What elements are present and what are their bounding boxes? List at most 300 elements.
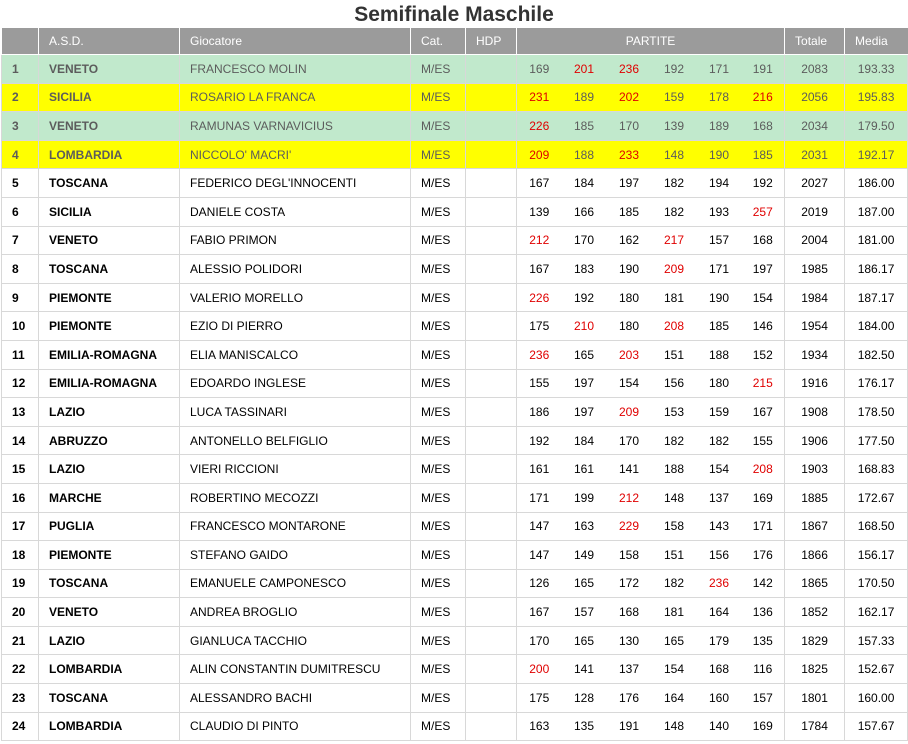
rank-cell: 20 [2,598,39,627]
table-row[interactable] [2,197,908,226]
hdp-cell [466,598,517,627]
player-cell: ANTONELLO BELFIGLIO [180,426,411,455]
game-score-cell: 185 [562,112,607,141]
player-cell: STEFANO GAIDO [180,541,411,570]
average-cell: 168.83 [845,455,908,484]
player-cell: ALIN CONSTANTIN DUMITRESCU [180,655,411,684]
total-cell: 1825 [785,655,845,684]
game-score-cell: 182 [652,426,697,455]
game-score-cell: 147 [517,512,562,541]
game-score-cell: 164 [652,684,697,713]
game-score-cell: 146 [742,312,785,341]
table-row[interactable] [2,140,908,169]
game-score-cell: 157 [742,684,785,713]
game-score-cell: 157 [697,226,742,255]
player-cell: VALERIO MORELLO [180,283,411,312]
game-score-cell: 148 [652,712,697,741]
cat-cell: M/ES [411,541,466,570]
game-score-cell: 116 [742,655,785,684]
player-cell: RAMUNAS VARNAVICIUS [180,112,411,141]
game-score-cell: 155 [517,369,562,398]
game-score-cell: 170 [607,112,652,141]
game-score-cell: 188 [562,140,607,169]
total-cell: 1865 [785,569,845,598]
game-score-cell: 161 [562,455,607,484]
table-row[interactable] [2,226,908,255]
hdp-cell [466,512,517,541]
game-score-cell: 182 [652,169,697,198]
game-score-cell: 168 [697,655,742,684]
player-cell: EZIO DI PIERRO [180,312,411,341]
average-cell: 168.50 [845,512,908,541]
header-row [2,28,908,55]
asd-cell: MARCHE [39,483,180,512]
total-cell: 1906 [785,426,845,455]
game-score-cell: 190 [697,140,742,169]
average-cell: 182.50 [845,340,908,369]
cat-cell: M/ES [411,569,466,598]
average-cell: 181.00 [845,226,908,255]
asd-cell: LAZIO [39,455,180,484]
asd-cell: EMILIA-ROMAGNA [39,369,180,398]
game-score-cell: 159 [697,398,742,427]
rank-cell: 9 [2,283,39,312]
total-cell: 1784 [785,712,845,741]
cat-cell: M/ES [411,197,466,226]
game-score-cell: 190 [607,255,652,284]
table-row[interactable] [2,569,908,598]
cat-cell: M/ES [411,398,466,427]
average-cell: 186.17 [845,255,908,284]
game-score-cell: 139 [517,197,562,226]
game-score-cell: 169 [742,712,785,741]
game-score-cell: 183 [562,255,607,284]
player-cell: EMANUELE CAMPONESCO [180,569,411,598]
game-score-cell: 175 [517,312,562,341]
standings-table [1,28,908,741]
total-cell: 1866 [785,541,845,570]
game-score-cell: 233 [607,140,652,169]
game-score-cell: 186 [517,398,562,427]
hdp-cell [466,255,517,284]
game-score-cell: 182 [697,426,742,455]
rank-cell: 16 [2,483,39,512]
player-cell: FABIO PRIMON [180,226,411,255]
game-score-cell: 154 [607,369,652,398]
game-score-cell: 135 [742,626,785,655]
rank-cell: 8 [2,255,39,284]
average-cell: 179.50 [845,112,908,141]
cat-column-header[interactable]: Cat. [411,28,466,55]
total-cell: 1885 [785,483,845,512]
hdp-cell [466,283,517,312]
total-cell: 2019 [785,197,845,226]
game-score-cell: 200 [517,655,562,684]
total-column-header[interactable]: Totale [785,28,845,55]
table-row[interactable] [2,283,908,312]
average-cell: 152.67 [845,655,908,684]
game-score-cell: 188 [697,340,742,369]
game-score-cell: 165 [562,569,607,598]
table-row[interactable] [2,398,908,427]
game-score-cell: 191 [607,712,652,741]
game-score-cell: 190 [697,283,742,312]
game-score-cell: 203 [607,340,652,369]
player-cell: FRANCESCO MOLIN [180,55,411,84]
table-row[interactable] [2,598,908,627]
game-score-cell: 184 [562,169,607,198]
table-row[interactable] [2,55,908,84]
game-score-cell: 191 [742,55,785,84]
cat-cell: M/ES [411,426,466,455]
game-score-cell: 167 [517,255,562,284]
game-score-cell: 163 [517,712,562,741]
average-cell: 187.17 [845,283,908,312]
asd-cell: PIEMONTE [39,541,180,570]
rank-cell: 21 [2,626,39,655]
rank-cell: 15 [2,455,39,484]
asd-cell: SICILIA [39,197,180,226]
game-score-cell: 171 [742,512,785,541]
player-cell: CLAUDIO DI PINTO [180,712,411,741]
average-cell: 195.83 [845,83,908,112]
game-score-cell: 126 [517,569,562,598]
player-cell: FEDERICO DEGL'INNOCENTI [180,169,411,198]
rank-cell: 14 [2,426,39,455]
game-score-cell: 142 [742,569,785,598]
game-score-cell: 156 [652,369,697,398]
game-score-cell: 154 [697,455,742,484]
game-score-cell: 236 [697,569,742,598]
hdp-cell [466,369,517,398]
total-cell: 1984 [785,283,845,312]
player-column-header[interactable]: Giocatore [180,28,411,55]
total-cell: 1903 [785,455,845,484]
game-score-cell: 172 [607,569,652,598]
game-score-cell: 166 [562,197,607,226]
asd-cell: LAZIO [39,626,180,655]
game-score-cell: 208 [652,312,697,341]
asd-cell: LOMBARDIA [39,140,180,169]
game-score-cell: 212 [517,226,562,255]
table-row[interactable] [2,426,908,455]
asd-cell: PIEMONTE [39,283,180,312]
game-score-cell: 148 [652,140,697,169]
cat-cell: M/ES [411,684,466,713]
game-score-cell: 197 [562,398,607,427]
game-score-cell: 194 [697,169,742,198]
table-row[interactable] [2,626,908,655]
table-row[interactable] [2,169,908,198]
game-score-cell: 192 [742,169,785,198]
cat-cell: M/ES [411,512,466,541]
average-cell: 170.50 [845,569,908,598]
rank-cell: 24 [2,712,39,741]
game-score-cell: 158 [607,541,652,570]
game-score-cell: 193 [697,197,742,226]
game-score-cell: 168 [742,112,785,141]
player-cell: FRANCESCO MONTARONE [180,512,411,541]
asd-cell: LOMBARDIA [39,712,180,741]
game-score-cell: 165 [652,626,697,655]
asd-cell: PIEMONTE [39,312,180,341]
total-cell: 2004 [785,226,845,255]
cat-cell: M/ES [411,226,466,255]
table-row[interactable] [2,455,908,484]
game-score-cell: 167 [517,598,562,627]
rank-cell: 13 [2,398,39,427]
game-score-cell: 176 [742,541,785,570]
game-score-cell: 197 [562,369,607,398]
game-score-cell: 236 [607,55,652,84]
hdp-cell [466,169,517,198]
game-score-cell: 171 [697,55,742,84]
hdp-cell [466,55,517,84]
game-score-cell: 182 [652,569,697,598]
cat-cell: M/ES [411,312,466,341]
game-score-cell: 178 [697,83,742,112]
cat-cell: M/ES [411,169,466,198]
hdp-cell [466,426,517,455]
game-score-cell: 161 [517,455,562,484]
average-cell: 178.50 [845,398,908,427]
hdp-cell [466,541,517,570]
table-row[interactable] [2,112,908,141]
game-score-cell: 180 [697,369,742,398]
table-row[interactable] [2,684,908,713]
hdp-cell [466,626,517,655]
player-cell: EDOARDO INGLESE [180,369,411,398]
asd-cell: VENETO [39,55,180,84]
table-row[interactable] [2,369,908,398]
asd-cell: VENETO [39,112,180,141]
cat-cell: M/ES [411,369,466,398]
game-score-cell: 160 [697,684,742,713]
game-score-cell: 229 [607,512,652,541]
game-score-cell: 181 [652,598,697,627]
hdp-cell [466,398,517,427]
average-column-header[interactable]: Media [845,28,908,55]
player-cell: ALESSANDRO BACHI [180,684,411,713]
hdp-cell [466,140,517,169]
game-score-cell: 128 [562,684,607,713]
table-row[interactable] [2,655,908,684]
game-score-cell: 170 [517,626,562,655]
game-score-cell: 231 [517,83,562,112]
total-cell: 1934 [785,340,845,369]
game-score-cell: 141 [607,455,652,484]
game-score-cell: 171 [697,255,742,284]
total-cell: 2031 [785,140,845,169]
table-row[interactable] [2,312,908,341]
game-score-cell: 151 [652,541,697,570]
total-cell: 2034 [785,112,845,141]
rank-cell: 12 [2,369,39,398]
rank-cell: 1 [2,55,39,84]
game-score-cell: 236 [517,340,562,369]
rank-cell: 5 [2,169,39,198]
rank-cell: 22 [2,655,39,684]
player-cell: ROSARIO LA FRANCA [180,83,411,112]
game-score-cell: 182 [652,197,697,226]
game-score-cell: 192 [652,55,697,84]
average-cell: 186.00 [845,169,908,198]
game-score-cell: 179 [697,626,742,655]
asd-cell: PUGLIA [39,512,180,541]
average-cell: 184.00 [845,312,908,341]
game-score-cell: 164 [697,598,742,627]
game-score-cell: 155 [742,426,785,455]
hdp-cell [466,226,517,255]
game-score-cell: 168 [607,598,652,627]
average-cell: 162.17 [845,598,908,627]
hdp-cell [466,455,517,484]
game-score-cell: 167 [517,169,562,198]
average-cell: 157.67 [845,712,908,741]
total-cell: 1908 [785,398,845,427]
asd-cell: VENETO [39,226,180,255]
game-score-cell: 199 [562,483,607,512]
hdp-cell [466,655,517,684]
game-score-cell: 143 [697,512,742,541]
game-score-cell: 226 [517,283,562,312]
game-score-cell: 185 [607,197,652,226]
cat-cell: M/ES [411,112,466,141]
game-score-cell: 148 [652,483,697,512]
cat-cell: M/ES [411,340,466,369]
total-cell: 2027 [785,169,845,198]
game-score-cell: 192 [517,426,562,455]
game-score-cell: 163 [562,512,607,541]
page-title: Semifinale Maschile [354,3,554,26]
player-cell: VIERI RICCIONI [180,455,411,484]
game-score-cell: 154 [742,283,785,312]
average-cell: 187.00 [845,197,908,226]
game-score-cell: 210 [562,312,607,341]
average-cell: 177.50 [845,426,908,455]
total-cell: 2083 [785,55,845,84]
player-cell: ROBERTINO MECOZZI [180,483,411,512]
cat-cell: M/ES [411,83,466,112]
game-score-cell: 184 [562,426,607,455]
cat-cell: M/ES [411,655,466,684]
game-score-cell: 151 [652,340,697,369]
cat-cell: M/ES [411,255,466,284]
hdp-cell [466,483,517,512]
game-score-cell: 165 [562,340,607,369]
hdp-cell [466,340,517,369]
table-row[interactable] [2,255,908,284]
game-score-cell: 140 [697,712,742,741]
game-score-cell: 176 [607,684,652,713]
cat-cell: M/ES [411,483,466,512]
game-score-cell: 152 [742,340,785,369]
game-score-cell: 215 [742,369,785,398]
game-score-cell: 130 [607,626,652,655]
average-cell: 157.33 [845,626,908,655]
asd-cell: TOSCANA [39,569,180,598]
game-score-cell: 153 [652,398,697,427]
average-cell: 160.00 [845,684,908,713]
cat-cell: M/ES [411,455,466,484]
game-score-cell: 189 [562,83,607,112]
table-row[interactable] [2,83,908,112]
game-score-cell: 181 [652,283,697,312]
asd-column-header[interactable]: A.S.D. [39,28,180,55]
table-row[interactable] [2,512,908,541]
game-score-cell: 202 [607,83,652,112]
game-score-cell: 185 [742,140,785,169]
table-row[interactable] [2,340,908,369]
game-score-cell: 137 [697,483,742,512]
rank-cell: 4 [2,140,39,169]
game-score-cell: 212 [607,483,652,512]
game-score-cell: 209 [652,255,697,284]
game-score-cell: 226 [517,112,562,141]
player-cell: NICCOLO' MACRI' [180,140,411,169]
game-score-cell: 208 [742,455,785,484]
rank-cell: 11 [2,340,39,369]
game-score-cell: 170 [562,226,607,255]
game-score-cell: 141 [562,655,607,684]
total-cell: 1852 [785,598,845,627]
game-score-cell: 169 [517,55,562,84]
table-row[interactable] [2,712,908,741]
total-cell: 2056 [785,83,845,112]
total-cell: 1916 [785,369,845,398]
asd-cell: TOSCANA [39,169,180,198]
hdp-cell [466,312,517,341]
total-cell: 1829 [785,626,845,655]
asd-cell: TOSCANA [39,255,180,284]
asd-cell: LOMBARDIA [39,655,180,684]
average-cell: 176.17 [845,369,908,398]
total-cell: 1954 [785,312,845,341]
game-score-cell: 175 [517,684,562,713]
game-score-cell: 162 [607,226,652,255]
hdp-cell [466,83,517,112]
rank-cell: 10 [2,312,39,341]
games-column-header[interactable]: PARTITE [517,28,785,55]
hdp-column-header[interactable]: HDP [466,28,517,55]
cat-cell: M/ES [411,140,466,169]
cat-cell: M/ES [411,55,466,84]
game-score-cell: 168 [742,226,785,255]
game-score-cell: 158 [652,512,697,541]
game-score-cell: 169 [742,483,785,512]
player-cell: LUCA TASSINARI [180,398,411,427]
game-score-cell: 137 [607,655,652,684]
game-score-cell: 197 [742,255,785,284]
table-row[interactable] [2,541,908,570]
table-row[interactable] [2,483,908,512]
rank-column-header[interactable] [2,28,39,55]
game-score-cell: 216 [742,83,785,112]
total-cell: 1985 [785,255,845,284]
hdp-cell [466,112,517,141]
rank-cell: 6 [2,197,39,226]
game-score-cell: 188 [652,455,697,484]
standings-body [2,55,908,741]
rank-cell: 7 [2,226,39,255]
game-score-cell: 136 [742,598,785,627]
asd-cell: SICILIA [39,83,180,112]
game-score-cell: 189 [697,112,742,141]
hdp-cell [466,684,517,713]
cat-cell: M/ES [411,712,466,741]
average-cell: 156.17 [845,541,908,570]
cat-cell: M/ES [411,598,466,627]
